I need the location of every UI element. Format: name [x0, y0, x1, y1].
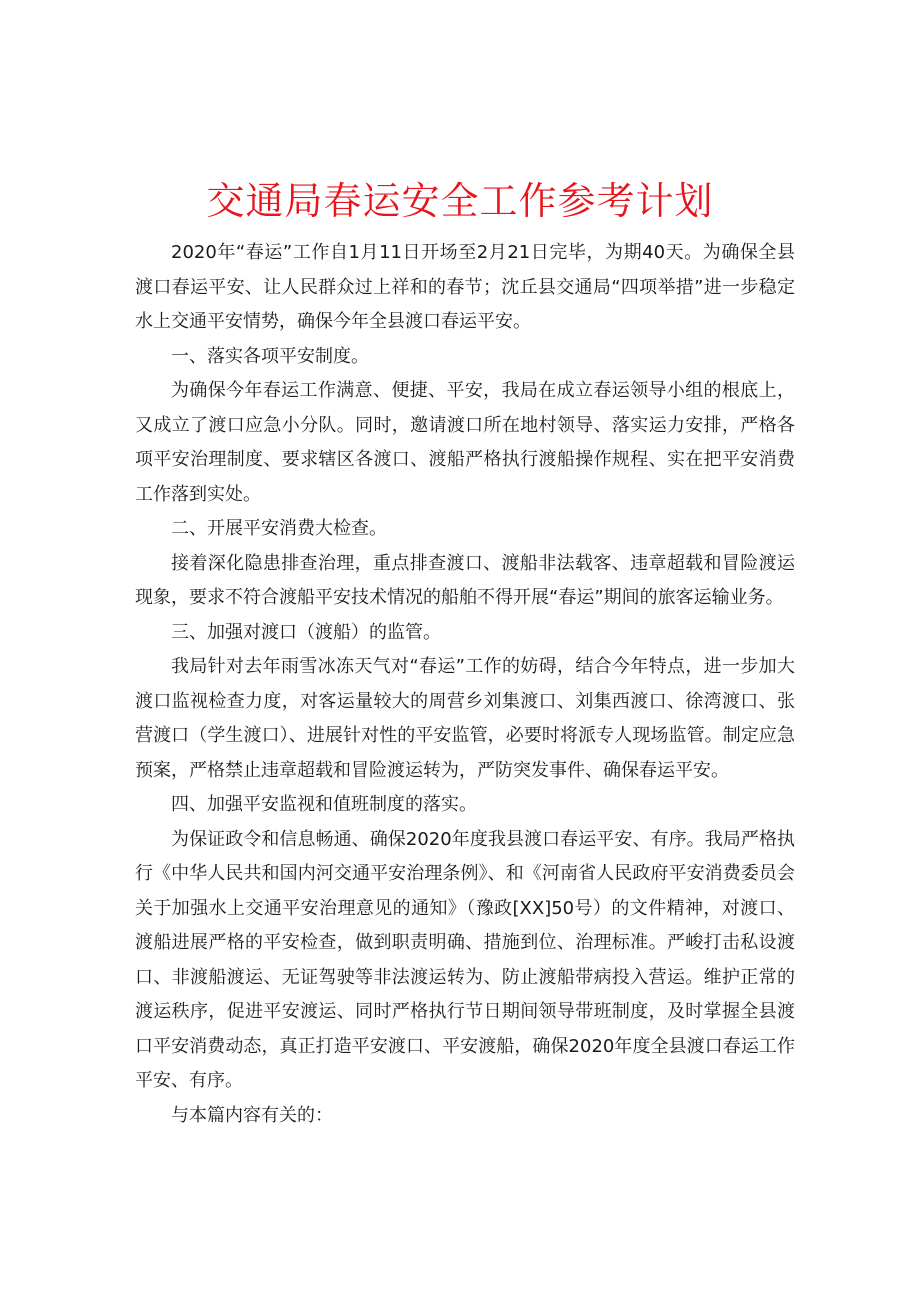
intro-paragraph: 2020年“春运”工作自1月11日开场至2月21日完毕，为期40天。为确保全县渡口春运平安、让人民群众过上祥和的春节；沈丘县交通局“四项举措”进一步稳定水上交通平安情势，确保今年全县渡口春运平安。 — [135, 242, 795, 332]
section-heading-3: 三、加强对渡口（渡船）的监管。 — [171, 621, 441, 643]
section-heading-2: 二、开展平安消费大检查。 — [171, 518, 387, 539]
section-heading-1: 一、落实各项平安制度。 — [171, 345, 369, 367]
document-title: 交通局春运安全工作参考计划 — [206, 179, 714, 223]
section-heading-4: 四、加强平安监视和值班制度的落实。 — [171, 794, 477, 815]
document-body — [135, 236, 795, 1133]
related-content-label: 与本篇内容有关的： — [171, 1104, 333, 1126]
section-paragraph-2: 接着深化隐患排查治理，重点排查渡口、渡船非法载客、违章超载和冒险渡运现象，要求不符合渡船平安技术情况的船舶不得开展“春运”期间的旅客运输业务。 — [135, 552, 795, 608]
section-paragraph-1: 为确保今年春运工作满意、便捷、平安，我局在成立春运领导小组的根底上，又成立了渡口应急小分队。同时，邀请渡口所在地村领导、落实运力安排，严格各项平安治理制度、要求辖区各渡口、渡船严格执行渡船操作规程、实在把平安消费工作落到实处。 — [135, 380, 795, 505]
section-paragraph-3: 我局针对去年雨雪冰冻天气对“春运”工作的妨碍，结合今年特点，进一步加大渡口监视检查力度，对客运量较大的周营乡刘集渡口、刘集西渡口、徐湾渡口、张营渡口（学生渡口）、进展针对性的平安监管，必要时将派专人现场监管。制定应急预案，严格禁止违章超载和冒险渡运转为，严防突发事件、确保春运平安。 — [135, 656, 795, 781]
section-paragraph-4: 为保证政令和信息畅通、确保2020年度我县渡口春运平安、有序。我局严格执行《中华人民共和国内河交通平安治理条例》、和《河南省人民政府平安消费委员会关于加强水上交通平安治理意见的通知》（豫政[XX]50号）的文件精神，对渡口、渡船进展严格的平安检查，做到职责明确、措施到位、治理标准。严峻打击私设渡口、非渡船渡运、无证驾驶等非法渡运转为、防止渡船带病投入营运。维护正常的渡运秩序，促进平安渡运、同时严格执行节日期间领导带班制度，及时掌握全县渡口平安消费动态，真正打造平安渡口、平安渡船，确保2020年度全县渡口春运工作平安、有序。 — [135, 828, 795, 1091]
